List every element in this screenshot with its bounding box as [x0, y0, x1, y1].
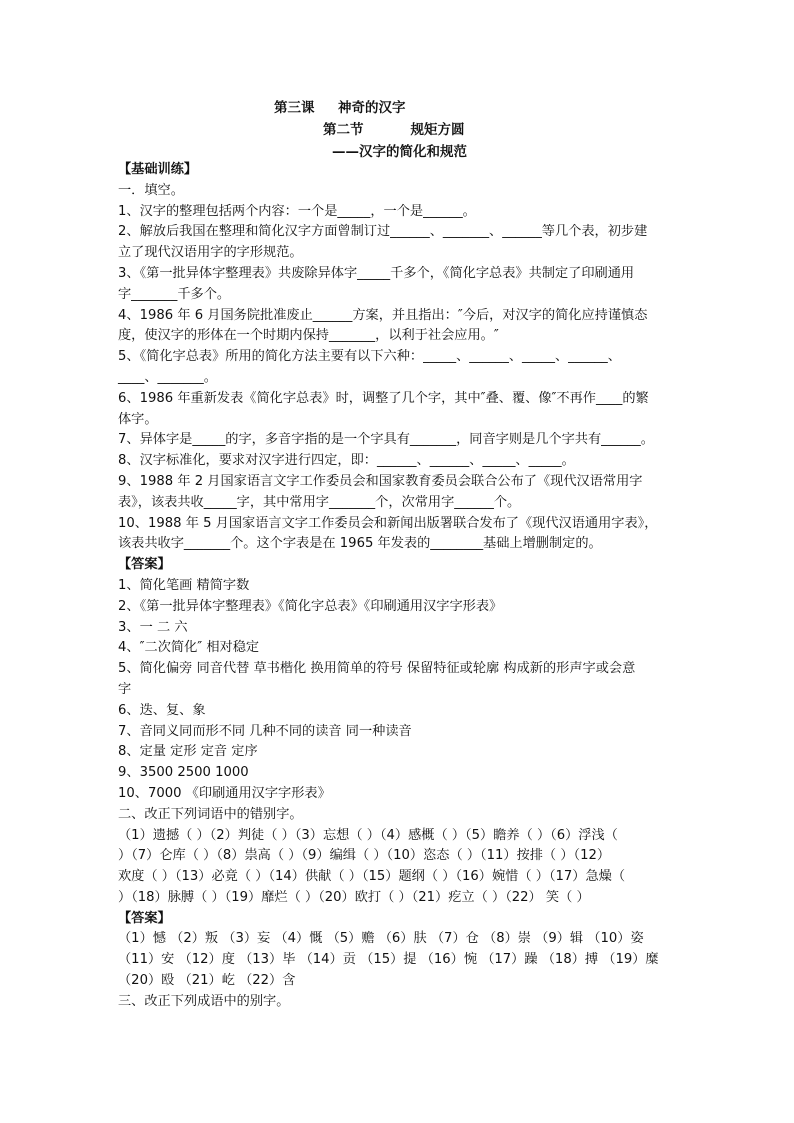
text-line: 2、《第一批异体字整理表》《简化字总表》《印刷通用汉字字形表》 — [118, 598, 503, 614]
text-line: 1、简化笔画 精简字数 — [118, 577, 250, 593]
text-line: ____、_______。 — [118, 369, 217, 385]
text-line: 5、简化偏旁 同音代替 草书楷化 换用简单的符号 保留特征或轮廓 构成新的形声字或会意 — [118, 661, 636, 677]
section-title: 第二节 规矩方圆 — [323, 122, 465, 138]
text-line: （1）憾 （2）叛 （3）妄 （4）慨 （5）赡 （6）肤 （7）仓 （8）崇 （9）辑 （10）姿 — [118, 931, 644, 947]
section-subtitle: ——汉字的简化和规范 — [332, 144, 467, 160]
text-line: 欢度（ ）（13）必竟（ ）（14）供献（ ）（15）题纲（ ）（16）婉惜（ ）（17）急燥（ — [118, 869, 626, 885]
text-line: 字 — [118, 681, 132, 697]
text-line: （11）安 （12）度 （13）毕 （14）贡 （15）提 （16）惋 （17）躁 （18）搏 （19）糜 — [118, 952, 659, 968]
text-line: 10、1988 年 5 月国家语言文字工作委员会和新闻出版署联合发布了《现代汉语通用字表》， — [118, 515, 658, 531]
text-line: 8、汉字标准化，要求对汉字进行四定，即：______、______、_____、_____。 — [118, 453, 575, 469]
text-line: （1）遗撼（ ）（2）判徒（ ）（3）忘想（ ）（4）感概（ ）（5）瞻养（ ）（6）浮浅（ — [118, 827, 618, 843]
text-line: 10、7000 《印刷通用汉字字形表》 — [118, 785, 331, 801]
document-body — [118, 160, 678, 1013]
section-heading: 【答案】 — [118, 557, 171, 573]
text-line: 7、音同义同而形不同 几种不同的读音 同一种读音 — [118, 723, 412, 739]
text-line: 该表共收字_______个。这个字表是在 1965 年发表的________基础上增删制定的。 — [118, 536, 602, 552]
text-line: ）（18）脉膊（ ）（19）靡烂（ ）（20）欧打（ ）（21）疙立（ ）（22） 笑（ ） — [118, 889, 590, 905]
text-line: 一．填空。 — [118, 182, 184, 198]
text-line: 体字。 — [118, 411, 158, 427]
text-line: 4、1986 年 6 月国务院批准废止______方案，并且指出：″今后，对汉字的简化应持谨慎态 — [118, 307, 648, 323]
text-line: 3、一 二 六 — [118, 619, 188, 635]
lesson-title: 第三课 神奇的汉字 — [274, 100, 406, 116]
section-heading: 【基础训练】 — [118, 162, 198, 177]
text-line: 2、解放后我国在整理和简化汉字方面曾制订过______、_______、______等几个表，初步建 — [118, 224, 648, 240]
text-line: 三、改正下列成语中的别字。 — [118, 993, 290, 1009]
text-line: 表》，该表共收_____字，其中常用字_______个，次常用字______个。 — [118, 494, 521, 510]
text-line: 二、改正下列词语中的错别字。 — [118, 806, 303, 822]
section-heading: 【答案】 — [118, 910, 171, 926]
text-line: 8、定量 定形 定音 定序 — [118, 744, 258, 760]
text-line: 1、汉字的整理包括两个内容：一个是_____，一个是______。 — [118, 203, 476, 219]
text-line: （20）殴 （21）屹 （22）含 — [118, 973, 296, 989]
text-line: 4、″二次简化″ 相对稳定 — [118, 640, 260, 656]
text-line: 7、异体字是_____的字，多音字指的是一个字具有_______，同音字则是几个字共有______。 — [118, 432, 654, 448]
text-line: 立了现代汉语用字的字形规范。 — [118, 245, 303, 261]
text-line: 9、3500 2500 1000 — [118, 765, 249, 781]
text-line: 3、《第一批异体字整理表》共废除异体字_____千多个，《简化字总表》共制定了印刷通用 — [118, 265, 635, 281]
text-line: 6、1986 年重新发表《简化字总表》时，调整了几个字，其中″叠、覆、像″不再作____的繁 — [118, 390, 649, 406]
text-line: 6、迭、复、象 — [118, 702, 206, 718]
text-line: ）（7）仑库（ ）（8）祟高（ ）（9）编缉（ ）（10）恣态（ ）（11）按排（ ）（12） — [118, 848, 611, 864]
text-line: 度，使汉字的形体在一个时期内保持_______，以利于社会应用。″ — [118, 328, 499, 344]
text-line: 9、1988 年 2 月国家语言文字工作委员会和国家教育委员会联合公布了《现代汉语常用字 — [118, 473, 643, 489]
text-line: 字_______千多个。 — [118, 286, 231, 302]
text-line: 5、《简化字总表》所用的简化方法主要有以下六种：_____、______、_____、______、 — [118, 349, 621, 365]
